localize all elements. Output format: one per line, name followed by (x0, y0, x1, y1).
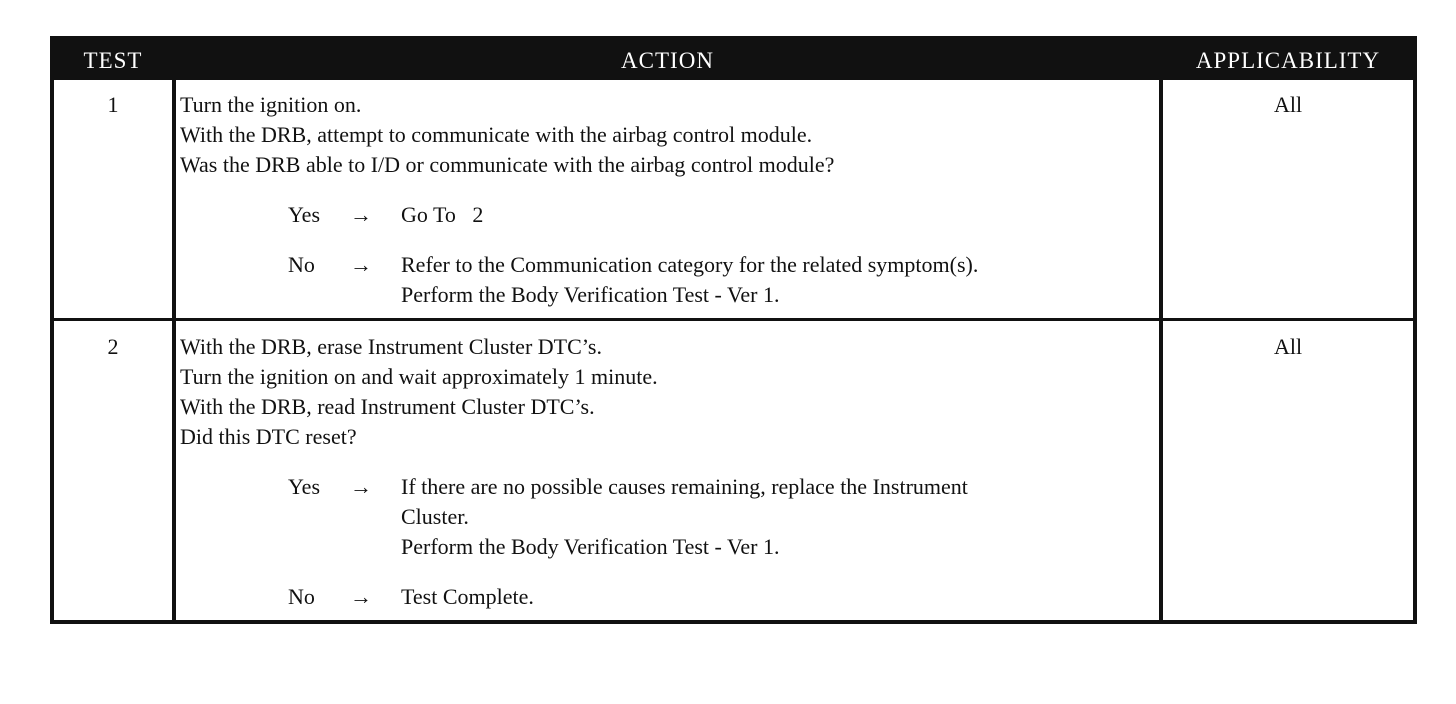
response-line: Perform the Body Verification Test - Ver 1. (401, 534, 780, 559)
response-yes (180, 472, 1160, 562)
response-key: No (288, 252, 315, 277)
response-no (180, 250, 1160, 310)
action-line: With the DRB, read Instrument Cluster DTC’s. (180, 394, 595, 419)
action-line: Was the DRB able to I/D or communicate with the airbag control module? (180, 152, 835, 177)
response-text (401, 250, 1161, 310)
response-text (401, 200, 1161, 230)
response-line: Test Complete. (401, 584, 534, 609)
action-cell (180, 332, 1160, 612)
applicability-value: All (1273, 334, 1303, 359)
response-key: Yes (288, 202, 321, 227)
response-line: Perform the Body Verification Test - Ver 1. (401, 282, 780, 307)
header-applicability: APPLICABILITY (1195, 48, 1381, 73)
row-divider (54, 318, 1413, 321)
arrow-icon: → (350, 474, 372, 499)
response-line: Go To 2 (401, 202, 484, 227)
header-test: TEST (83, 48, 143, 73)
response-key: Yes (288, 474, 321, 499)
action-line: With the DRB, erase Instrument Cluster DTC’s. (180, 334, 602, 359)
test-number: 1 (107, 92, 119, 117)
response-yes (180, 200, 1160, 230)
table-header (54, 40, 1413, 80)
response-text (401, 472, 1161, 562)
arrow-icon: → (350, 252, 372, 277)
action-line: Turn the ignition on. (180, 92, 362, 117)
applicability-value: All (1273, 92, 1303, 117)
header-action: ACTION (621, 48, 714, 73)
action-line: Turn the ignition on and wait approximately 1 minute. (180, 364, 658, 389)
response-line: If there are no possible causes remaining, replace the Instrument (401, 474, 968, 499)
response-key: No (288, 584, 315, 609)
arrow-icon: → (350, 202, 372, 227)
response-no (180, 582, 1160, 612)
response-line: Cluster. (401, 504, 469, 529)
response-line: Refer to the Communication category for the related symptom(s). (401, 252, 979, 277)
action-cell (180, 90, 1160, 310)
arrow-icon: → (350, 584, 372, 609)
action-line: Did this DTC reset? (180, 424, 357, 449)
response-text (401, 582, 1161, 612)
test-procedure-table (50, 36, 1417, 624)
action-line: With the DRB, attempt to communicate with the airbag control module. (180, 122, 813, 147)
test-number: 2 (107, 334, 119, 359)
column-divider (172, 40, 176, 620)
